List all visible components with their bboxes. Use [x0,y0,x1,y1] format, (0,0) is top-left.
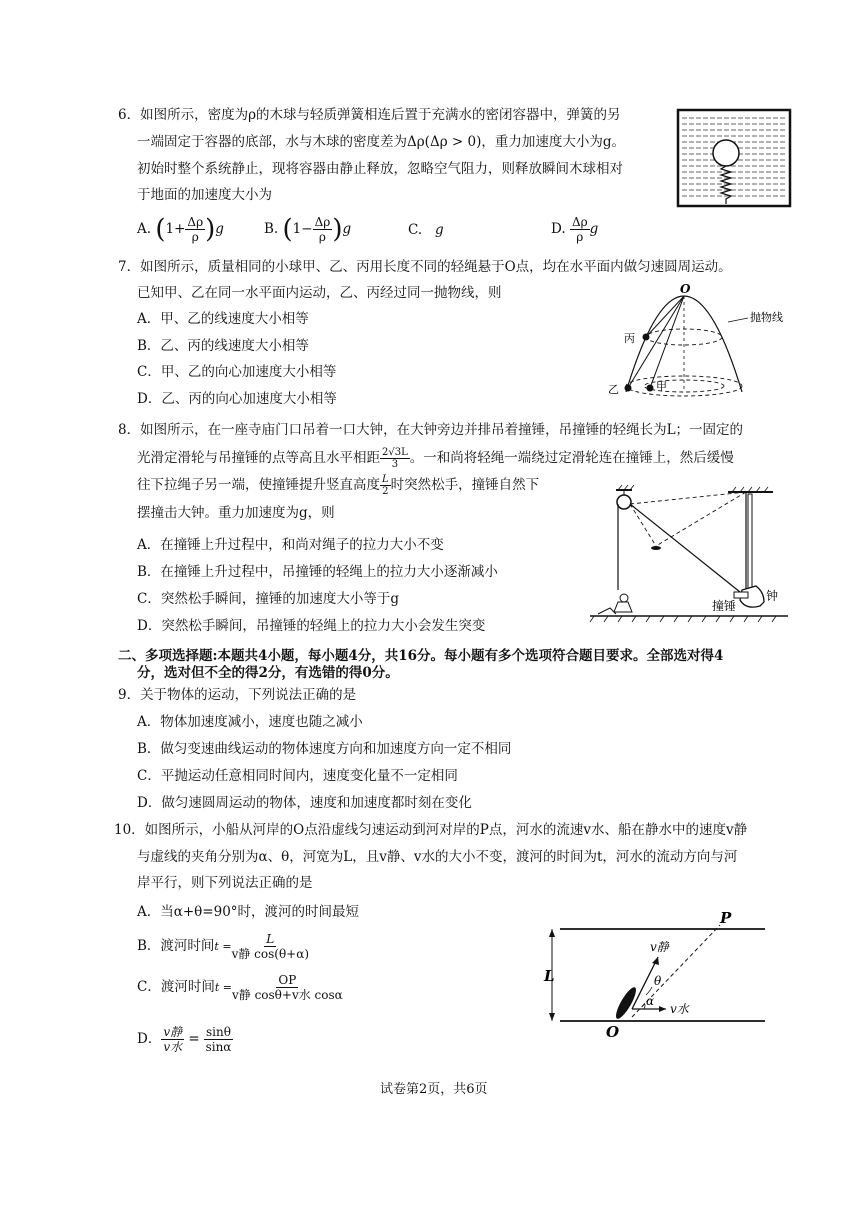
alpha-label: α [646,994,655,1008]
q10-option-b[interactable]: B．渡河时间t = $\frac{L}{\text{v静 cos(θ+α)}}$ [137,932,310,961]
q6-line4: 于地面的加速度大小为 [137,187,272,203]
q6-container-figure [676,108,792,208]
q8-option-b[interactable]: B．在撞锤上升过程中，吊撞锤的轻绳上的拉力大小逐渐减小 [137,564,498,580]
q10-line2: 与虚线的夹角分别为α、θ，河宽为L，且v静、v水的大小不变，渡河的时间为t，河水的流动方向与河 [137,849,738,865]
v-still-label: v静 [650,940,669,954]
q8-line3: 往下拉绳子另一端，使撞锤提升竖直高度 $\frac{L}{2}$ 时突然松手，撞锤自然下 [137,474,540,497]
label-jia: 甲 [656,380,667,393]
q7-option-a[interactable]: A．甲、乙的线速度大小相等 [137,311,309,327]
parabola-label: 抛物线 [750,311,783,324]
theta-label: θ [654,974,662,988]
page-footer: 试卷第2页，共6页 [380,1082,488,1097]
wood-ball-icon [713,140,739,166]
section2-header-line2: 分，选对但不全的得2分，有选错的得0分。 [137,665,399,681]
q9-option-d[interactable]: D．做匀速圆周运动的物体，速度和加速度都时刻在变化 [137,795,472,811]
q7-parabola-figure [600,280,800,410]
hammer-icon [734,592,748,598]
q9-option-c[interactable]: C．平抛运动任意相同时间内，速度变化量不一定相同 [137,768,458,784]
q8-option-a[interactable]: A．在撞锤上升过程中，和尚对绳子的拉力大小不变 [137,537,444,553]
q10-line1: 10．如图所示，小船从河岸的O点沿虚线匀速运动到河对岸的P点，河水的流速v水、船在静水中的速度v静 [114,822,748,838]
q6-line1: 6．如图所示，密度为ρ的木球与轻质弹簧相连后置于充满水的密闭容器中，弹簧的另 [118,107,621,123]
monk-icon [620,594,628,602]
q6-option-c[interactable]: C. g [408,222,444,238]
q6-option-a[interactable]: A. (1+ $\frac{\Delta\rho}{\rho}$ )g [137,214,224,245]
q8-line2: 光滑定滑轮与吊撞锤的点等高且水平相距 $\frac{2√3L}{3}$ 。一和尚将轻绳一端绕过定滑轮连在撞锤上，然后缓慢 [137,447,734,470]
q6-option-b[interactable]: B. (1− $\frac{\Delta\rho}{\rho}$ )g [264,214,352,245]
q9-stem: 9．关于物体的运动，下列说法正确的是 [118,687,357,703]
q7-option-d[interactable]: D．乙、丙的向心加速度大小相等 [137,391,337,407]
q7-option-c[interactable]: C．甲、乙的向心加速度大小相等 [137,364,337,380]
q10-option-c[interactable]: C．渡河时间t = $\frac{OP}{\text{v静 cosθ+v水 cosα}}$ [137,973,343,1002]
width-label: L [544,967,555,985]
point-p-label: P [720,909,732,927]
q10-option-a[interactable]: A．当α+θ=90°时，渡河的时间最短 [137,904,360,920]
ball-bing-icon [643,334,650,341]
q8-option-d[interactable]: D．突然松手瞬间，吊撞锤的轻绳上的拉力大小会发生突变 [137,618,486,634]
q6-line3: 初始时整个系统静止，现将容器由静止释放，忽略空气阻力，则释放瞬间木球相对 [137,161,623,177]
q10-line3: 岸平行，则下列说法正确的是 [137,875,313,891]
hammer-label: 撞锤 [712,599,737,613]
point-o-label: O [606,1023,620,1040]
q6-line2: 一端固定于容器的底部，水与木球的密度差为Δρ(Δρ > 0)，重力加速度大小为g。 [137,134,626,150]
q10-option-d[interactable]: D． $\frac{\text{v静}}{\text{v水}}$ = $\frac{\sin\theta}{\sin\alpha}$ [137,1025,232,1054]
q8-bell-figure [588,482,792,632]
q7-option-b[interactable]: B．乙、丙的线速度大小相等 [137,338,309,354]
section2-header-line1: 二、多项选择题:本题共4小题，每小题4分，共16分。每小题有多个选项符合题目要求。全部选对得4 [118,648,724,664]
option-letter: A. [137,221,152,237]
q9-option-b[interactable]: B．做匀变速曲线运动的物体速度方向和加速度方向一定不相同 [137,741,512,757]
q6-option-d[interactable]: D. $\frac{\Delta\rho}{\rho}$ g [551,215,599,244]
v-water-label: v水 [670,1002,689,1016]
bell-label: 钟 [766,589,779,603]
option-letter: C. [408,222,423,238]
pulley-icon [617,495,631,509]
q7-line2: 已知甲、乙在同一水平面内运动，乙、丙经过同一抛物线，则 [137,285,502,301]
point-o-label: O [680,282,691,296]
q8-option-c[interactable]: C．突然松手瞬间，撞锤的加速度大小等于g [137,591,399,607]
label-yi: 乙 [608,383,619,396]
q7-line1: 7．如图所示，质量相同的小球甲、乙、丙用长度不同的轻绳悬于O点，均在水平面内做匀速圆周运动。 [118,259,732,275]
q9-option-a[interactable]: A．物体加速度减小，速度也随之减小 [137,714,363,730]
option-letter: B. [264,221,279,237]
ball-yi-icon [625,385,632,392]
q8-line4: 摆撞击大钟。重力加速度为g，则 [137,505,335,521]
label-bing: 丙 [624,332,635,345]
q8-line1: 8．如图所示，在一座寺庙门口吊着一口大钟，在大钟旁边并排吊着撞锤，吊撞锤的轻绳长为L；一固定的 [118,422,744,438]
option-letter: D. [551,221,566,237]
q10-river-figure [540,905,770,1040]
ball-jia-icon [647,385,654,392]
